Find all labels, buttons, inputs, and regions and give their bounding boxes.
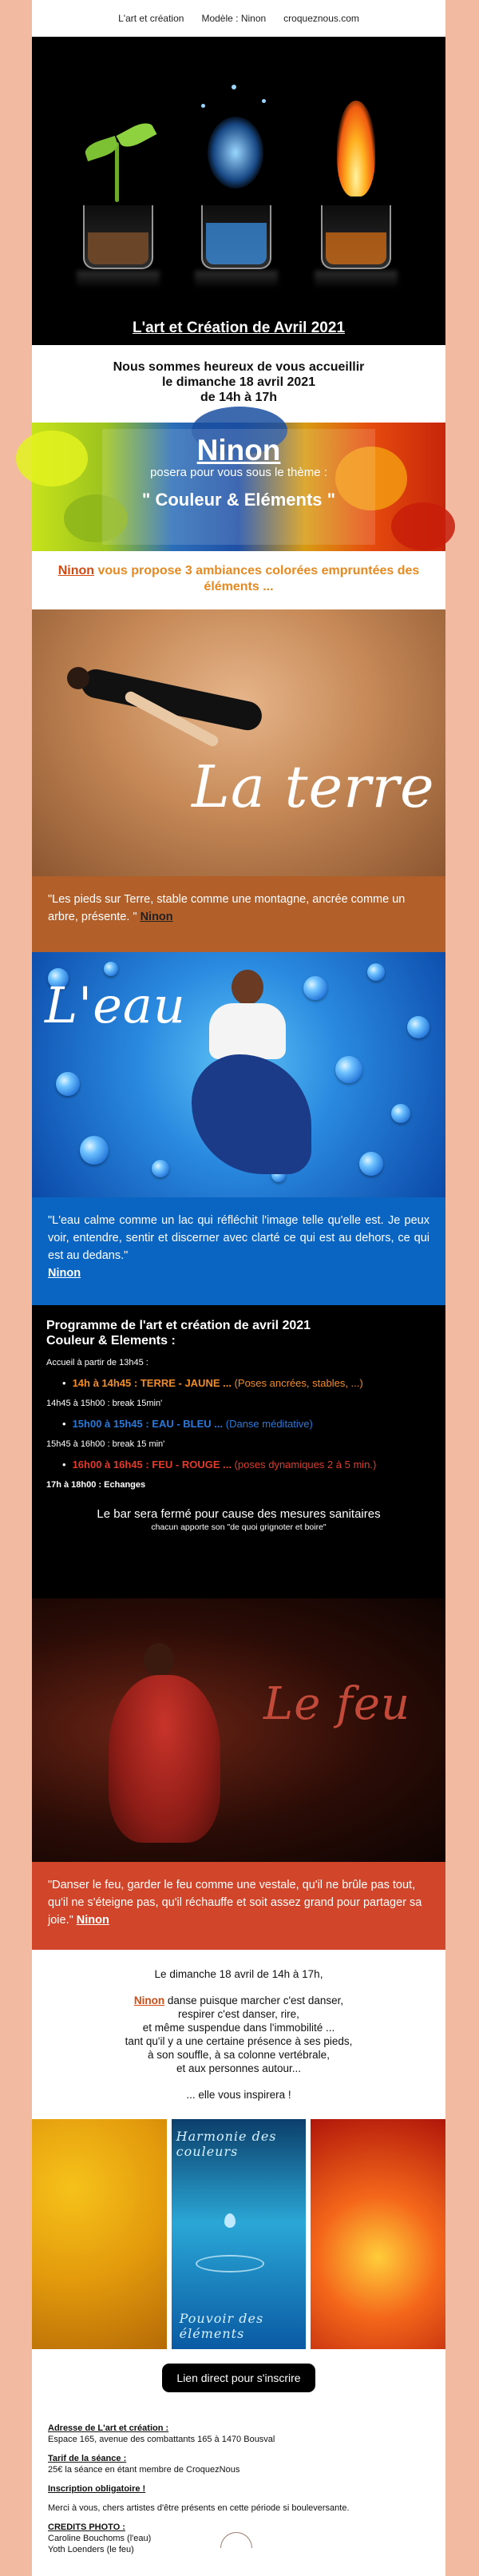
register-button[interactable]: Lien direct pour s'inscrire <box>162 2364 315 2392</box>
dancer-head <box>144 1643 174 1677</box>
program-title <box>46 1318 431 1348</box>
session-earth-time: 14h à 14h45 : TERRE - JAUNE ... <box>72 1377 232 1389</box>
session-water-time: 15h00 à 15h45 : EAU - BLEU ... <box>72 1418 224 1430</box>
dancer-red-dress <box>109 1675 220 1843</box>
bar-closed-notice: Le bar sera fermé pour cause des mesures sanitaires <box>97 1507 381 1521</box>
nav-link-art-creation[interactable]: L'art et création <box>118 13 184 24</box>
theme-banner-box <box>102 429 375 545</box>
closing-text <box>32 1950 445 2110</box>
nav-link-website[interactable]: croqueznous.com <box>283 13 359 24</box>
fire-flame <box>332 93 380 196</box>
ripple <box>196 2255 264 2272</box>
credit-line: Caroline Bouchoms (l'eau) <box>48 2534 152 2543</box>
theme-intro: posera pour vous sous le thème : <box>150 466 327 479</box>
program-session-fire <box>73 1459 431 1471</box>
plant-sprout <box>80 126 156 204</box>
dancer-head <box>67 667 89 689</box>
hero-image <box>32 37 445 345</box>
model-name-link[interactable]: Ninon <box>57 564 95 578</box>
program-session-water <box>73 1418 431 1430</box>
credits-heading: CREDITS PHOTO : <box>48 2522 125 2532</box>
practical-info <box>32 2407 445 2576</box>
earth-quote <box>32 876 445 952</box>
fire-quote <box>32 1862 445 1950</box>
newsletter <box>32 0 445 2576</box>
welcome-hours: de 14h à 17h <box>200 391 278 404</box>
credit-line: Yoth Loenders (le feu) <box>48 2545 134 2554</box>
price-heading: Tarif de la séance : <box>48 2454 127 2463</box>
droplet <box>224 2213 236 2228</box>
top-nav <box>32 0 445 37</box>
dancer-skirt <box>192 1054 311 1174</box>
earth-quote-author[interactable]: Ninon <box>140 911 173 923</box>
program-break-2: 15h45 à 16h00 : break 15 min' <box>46 1439 165 1449</box>
program-section <box>32 1305 445 1598</box>
session-water-note: (Danse méditative) <box>223 1418 313 1430</box>
theme-title: " Couleur & Eléments " <box>141 490 336 510</box>
closing-model-name[interactable]: Ninon <box>133 1995 165 2006</box>
address-heading: Adresse de L'art et création : <box>48 2423 169 2433</box>
closing-line: et aux personnes autour... <box>176 2062 302 2074</box>
fire-photo <box>32 1598 445 1862</box>
water-quote-author[interactable]: Ninon <box>48 1267 81 1280</box>
fire-script-title: Le feu <box>263 1678 411 1730</box>
thanks-text: Merci à vous, chers artistes d'être présents en cette période si bouleversante. <box>48 2503 350 2513</box>
water-quote <box>32 1197 445 1305</box>
session-fire-note: (poses dynamiques 2 à 5 min.) <box>231 1459 377 1471</box>
water-script-title: L'eau <box>45 976 186 1034</box>
earth-quote-text: "Les pieds sur Terre, stable comme une montagne, ancrée comme un arbre, présente. " <box>48 893 406 923</box>
earth-photo <box>32 609 445 876</box>
session-earth-note: (Poses ancrées, stables, ...) <box>231 1377 363 1389</box>
water-quote-text: "L'eau calme comme un lac qui réfléchit l'image telle qu'elle est. Je peux voir, entendre, sentir et discerner avec clarté ce qui est au dehors, ce qui est au dedans." <box>48 1214 430 1262</box>
program-welcome-time: Accueil à partir de 13h45 : <box>46 1358 148 1367</box>
program-title-line2: Couleur & Elements : <box>46 1334 176 1348</box>
earth-script-title: La terre <box>192 753 435 820</box>
water-photo <box>32 952 445 1197</box>
glass-earth <box>83 205 153 269</box>
closing-line: et même suspendue dans l'immobilité ... <box>142 2022 335 2034</box>
closing-inspire: ... elle vous inspirera ! <box>186 2089 291 2101</box>
harmony-caption: Harmonie des couleurs <box>176 2129 277 2159</box>
registration-required: Inscription obligatoire ! <box>48 2484 146 2494</box>
cta-section <box>32 2349 445 2407</box>
welcome-date: le dimanche 18 avril 2021 <box>161 375 316 389</box>
dancer-blouse <box>209 1003 286 1059</box>
theme-banner <box>32 423 445 551</box>
bar-closed-subnote: chacun apporte son "de quoi grignoter et boire" <box>151 1522 327 1532</box>
glass-water <box>201 205 271 269</box>
elements-triptych <box>32 2119 445 2349</box>
power-caption: Pouvoir des éléments <box>179 2311 264 2341</box>
nav-link-model[interactable]: Modèle : Ninon <box>201 13 267 24</box>
intro-sentence: vous propose 3 ambiances colorées empruntées des éléments ... <box>94 564 420 593</box>
intro-text <box>32 551 445 609</box>
closing-line: respirer c'est danser, rire, <box>178 2008 299 2020</box>
welcome-line: Nous sommes heureux de vous accueillir <box>113 360 365 374</box>
yellow-pigment-image <box>32 2119 167 2349</box>
closing-line: à son souffle, à sa colonne vertébrale, <box>148 2049 330 2061</box>
session-fire-time: 16h00 à 16h45 : FEU - ROUGE ... <box>72 1459 232 1471</box>
closing-line: tant qu'il y a une certaine présence à ses pieds, <box>125 2035 353 2047</box>
fire-flames-image <box>311 2119 445 2349</box>
water-drop-image <box>172 2119 307 2349</box>
closing-line: danse puisque marcher c'est danser, <box>164 1995 344 2006</box>
address-text: Espace 165, avenue des combattants 165 à 1470 Bousval <box>48 2435 275 2444</box>
program-exchange: 17h à 18h00 : Echanges <box>46 1480 146 1490</box>
price-text: 25€ la séance en étant membre de CroquezNous <box>48 2465 240 2475</box>
fire-quote-author[interactable]: Ninon <box>76 1914 109 1927</box>
hero-title: L'art et Création de Avril 2021 <box>132 320 346 336</box>
closing-date: Le dimanche 18 avril de 14h à 17h, <box>154 1968 323 1980</box>
dancer-head <box>232 970 263 1005</box>
model-name: Ninon <box>196 434 281 466</box>
program-title-line1: Programme de l'art et création de avril 2021 <box>46 1319 311 1332</box>
fire-quote-text: "Danser le feu, garder le feu comme une vestale, qu'il ne brûle pas tout, qu'il ne s'éteigne pas, qu'il réchauffe et soit assez grand pour partager sa joie." <box>48 1879 422 1927</box>
water-splash <box>192 85 279 196</box>
program-session-earth <box>73 1377 431 1389</box>
glass-fire <box>321 205 391 269</box>
program-break-1: 14h45 à 15h00 : break 15min' <box>46 1399 163 1408</box>
